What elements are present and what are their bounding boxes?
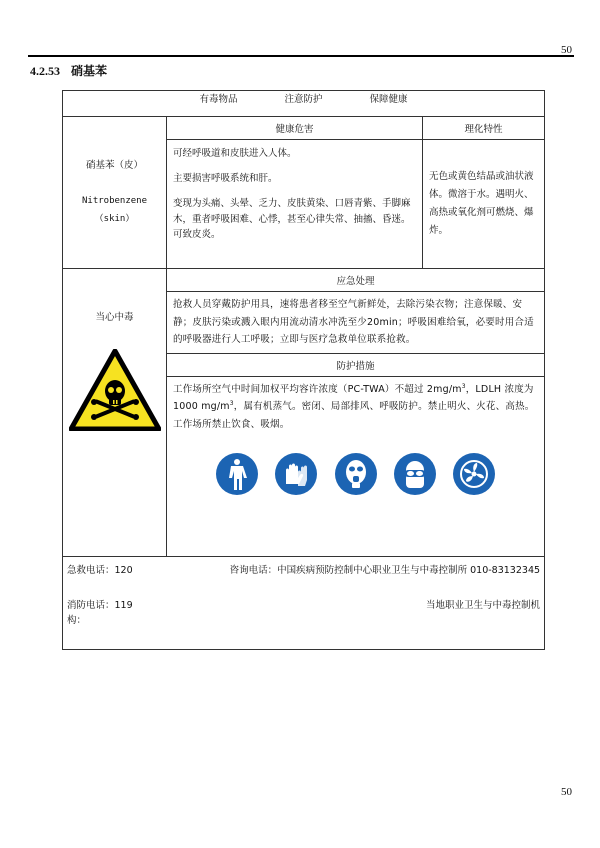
page-number-bottom: 50 xyxy=(561,786,572,798)
section-number: 4.2.53 xyxy=(30,64,60,78)
tag-health: 保障健康 xyxy=(369,94,408,105)
warning-cell xyxy=(63,269,167,557)
health-hazard-title: 健康危害 xyxy=(167,117,423,140)
first-aid-phone: 急救电话：120 xyxy=(67,564,133,576)
emergency-text: 抢救人员穿戴防护用具，速将患者移至空气新鲜处，去除污染衣物；注意保暖、安静；皮肤污染或溅入眼内用流动清水冲洗至少20min；呼吸困难给氧，必要时用合适的呼吸器进行人工呼吸；立即与医疗急救单位联系抢救。 xyxy=(167,292,545,354)
fire-phone: 消防电话：119 xyxy=(67,599,133,611)
properties-text: 无色或黄色结晶或油状液体。微溶于水。遇明火、高热或氧化剂可燃烧、爆炸。 xyxy=(423,140,545,269)
header-tags xyxy=(63,91,545,117)
gas-mask-icon xyxy=(334,452,378,499)
substance-name-en: Nitrobenzene xyxy=(81,196,148,207)
properties-title: 理化特性 xyxy=(423,117,545,140)
footer-cell xyxy=(63,556,545,649)
hazard-line: 变现为头痛、头晕、乏力、皮肤黄染、口唇青紫、手脚麻木，重者呼吸困难、心悸，甚至心律失常、抽搐、昏迷。可致皮炎。 xyxy=(173,198,411,240)
consult-phone: 咨询电话：中国疾病预防控制中心职业卫生与中毒控制所 010-83132345 xyxy=(229,564,541,576)
header-rule xyxy=(28,55,574,57)
protective-gloves-icon xyxy=(274,452,318,499)
tag-toxic: 有毒物品 xyxy=(199,94,238,105)
safety-goggles-icon xyxy=(393,452,437,499)
substance-name-cn: 硝基苯（皮） xyxy=(85,160,143,172)
local-agency-continued: 构： xyxy=(67,615,87,627)
warning-label: 当心中毒 xyxy=(95,312,134,323)
protection-cell xyxy=(167,376,545,556)
protection-title: 防护措施 xyxy=(167,353,545,376)
protective-suit-icon xyxy=(215,452,259,499)
toxic-skull-warning-icon xyxy=(63,349,166,434)
section-name: 硝基苯 xyxy=(71,64,108,78)
hazard-line: 可经呼吸道和皮肤进入人体。 xyxy=(173,148,297,159)
page-number-top: 50 xyxy=(561,44,572,56)
substance-note: （skin） xyxy=(94,213,135,224)
hazard-line: 主要损害呼吸系统和肝。 xyxy=(173,173,278,185)
protection-text: 工作场所空气中时间加权平均容许浓度（PC-TWA）不超过 $2mg/m^3$，LDLH 浓度为 1000 $mg/m^3$，属有机蒸气。密闭、局部排风、呼吸防护。禁止明火、火花、高热。工作场所禁止饮食、吸烟。 xyxy=(173,382,535,431)
health-hazard-text xyxy=(167,140,423,269)
substance-name-cell xyxy=(63,117,167,269)
tag-protect: 注意防护 xyxy=(284,94,323,105)
ppe-icons xyxy=(167,438,544,556)
local-agency: 当地职业卫生与中毒控制机 xyxy=(426,599,541,611)
section-title xyxy=(30,62,107,79)
emergency-title: 应急处理 xyxy=(167,269,545,292)
hazard-card xyxy=(62,90,545,650)
ventilation-fan-icon xyxy=(452,452,496,499)
